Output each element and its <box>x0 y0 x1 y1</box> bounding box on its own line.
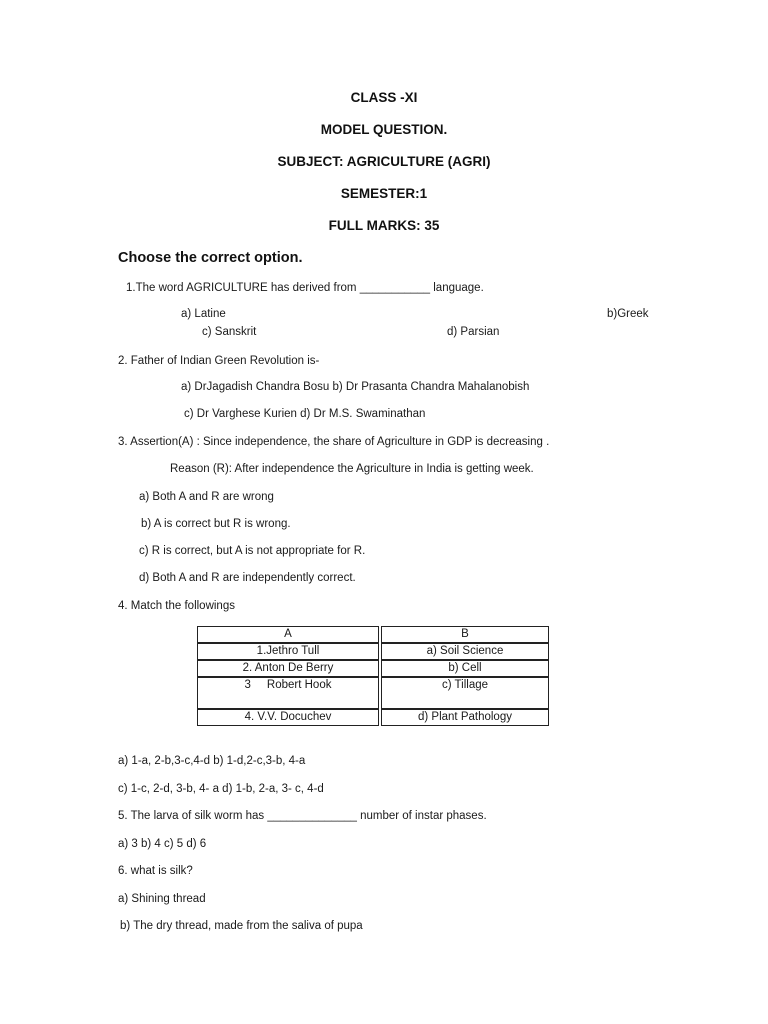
table-cell: d) Plant Pathology <box>381 709 549 726</box>
q2-options-cd: c) Dr Varghese Kurien d) Dr M.S. Swaminathan <box>184 408 426 420</box>
question-3-assertion: 3. Assertion(A) : Since independence, the share of Agriculture in GDP is decreasing . <box>118 436 550 448</box>
table-cell: 2. Anton De Berry <box>197 660 379 677</box>
q1-option-c: c) Sanskrit <box>202 326 257 338</box>
q1-option-b: b)Greek <box>607 308 649 320</box>
q2-options-ab: a) DrJagadish Chandra Bosu b) Dr Prasanta Chandra Mahalanobish <box>181 381 530 393</box>
class-heading: CLASS -XI <box>350 90 418 105</box>
question-3-reason: Reason (R): After independence the Agriculture in India is getting week. <box>170 463 534 475</box>
table-header-row <box>197 626 549 643</box>
question-6: 6. what is silk? <box>118 865 193 877</box>
table-cell: 1.Jethro Tull <box>197 643 379 660</box>
semester-heading: SEMESTER:1 <box>340 186 428 201</box>
match-table <box>195 626 551 726</box>
table-header-b: B <box>381 626 549 643</box>
question-2: 2. Father of Indian Green Revolution is- <box>118 355 320 367</box>
q5-options: a) 3 b) 4 c) 5 d) 6 <box>118 838 207 850</box>
subject-heading: SUBJECT: AGRICULTURE (AGRI) <box>277 154 491 169</box>
q4-options-cd: c) 1-c, 2-d, 3-b, 4- a d) 1-b, 2-a, 3- c, 4-d <box>118 783 324 795</box>
q4-options-ab: a) 1-a, 2-b,3-c,4-d b) 1-d,2-c,3-b, 4-a <box>118 755 306 767</box>
question-5: 5. The larva of silk worm has ______________ number of instar phases. <box>118 810 487 822</box>
table-cell: 3 Robert Hook <box>197 677 379 709</box>
q3-option-d: d) Both A and R are independently correct. <box>139 572 356 584</box>
table-row <box>197 643 549 660</box>
q6-option-a: a) Shining thread <box>118 893 206 905</box>
table-cell: 4. V.V. Docuchev <box>197 709 379 726</box>
table-row <box>197 677 549 709</box>
table-row <box>197 660 549 677</box>
question-1: 1.The word AGRICULTURE has derived from ___________ language. <box>126 282 484 294</box>
model-question-heading: MODEL QUESTION. <box>320 122 448 137</box>
section-title: Choose the correct option. <box>118 250 303 266</box>
q3-option-b: b) A is correct but R is wrong. <box>141 518 291 530</box>
q1-option-d: d) Parsian <box>447 326 500 338</box>
full-marks-heading: FULL MARKS: 35 <box>328 218 440 233</box>
table-cell: c) Tillage <box>381 677 549 709</box>
table-row <box>197 709 549 726</box>
q6-option-b: b) The dry thread, made from the saliva of pupa <box>120 920 363 932</box>
question-4: 4. Match the followings <box>118 600 235 612</box>
q3-option-a: a) Both A and R are wrong <box>139 491 274 503</box>
table-header-a: A <box>197 626 379 643</box>
table-cell: a) Soil Science <box>381 643 549 660</box>
q1-option-a: a) Latine <box>181 308 226 320</box>
table-cell: b) Cell <box>381 660 549 677</box>
q3-option-c: c) R is correct, but A is not appropriate for R. <box>139 545 366 557</box>
